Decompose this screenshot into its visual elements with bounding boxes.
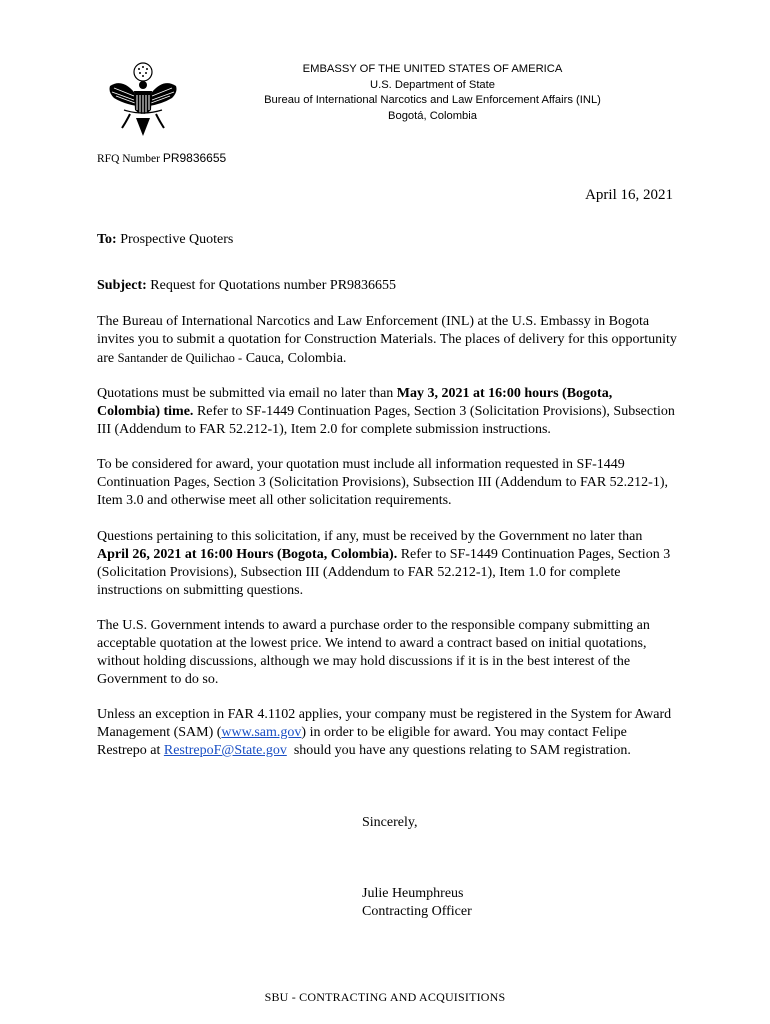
subject-text: Request for Quotations number PR9836655	[150, 278, 397, 293]
questions-lead: Questions pertaining to this solicitation, if any, must be received by the Government no later than	[97, 529, 643, 544]
contact-email-link[interactable]: RestrepoF@State.gov	[163, 743, 287, 758]
questions-deadline: April 26, 2021 at 16:00 Hours (Bogota, Colombia).	[97, 547, 398, 562]
paragraph-invitation	[97, 313, 677, 368]
letterhead-line-department: U.S. Department of State	[370, 78, 495, 91]
rfq-value: PR9836655	[162, 151, 227, 165]
paragraph-invitation-text: The Bureau of International Narcotics and Law Enforcement (INL) at the U.S. Embassy in Bogota invites you to submit a quotation for Construction Materials. The places of delivery for this opportunity are	[97, 314, 677, 366]
submission-deadline: May 3, 2021 at 16:00 hours (Bogota, Colombia) time.	[97, 386, 613, 419]
signer-name: Julie Heumphreus	[362, 886, 464, 901]
subject-label: Subject:	[97, 278, 147, 293]
questions-instructions: Refer to SF-1449 Continuation Pages, Section 3 (Solicitation Provisions), Subsection III (Addendum to FAR 52.212-1), Item 1.0 for complete instructions on submitting questions.	[97, 547, 671, 598]
paragraph-submission-deadline	[97, 385, 677, 439]
embassy-seal-icon	[104, 58, 182, 140]
salutation: Sincerely,	[362, 815, 418, 830]
letter-date: April 16, 2021	[585, 187, 673, 203]
signer-title: Contracting Officer	[362, 904, 472, 919]
paragraph-questions-deadline	[97, 528, 677, 600]
sam-website-link[interactable]: www.sam.gov	[221, 725, 302, 740]
document-footer: SBU - CONTRACTING AND ACQUISITIONS	[264, 990, 506, 1004]
submission-instructions: Refer to SF-1449 Continuation Pages, Section 3 (Solicitation Provisions), Subsection III (Addendum to FAR 52.212-1), Item 2.0 for complete submission instructions.	[97, 404, 675, 437]
delivery-region: Cauca, Colombia.	[245, 351, 347, 366]
paragraph-award-intent: The U.S. Government intends to award a purchase order to the responsible company submitting an acceptable quotation at the lowest price. We intend to award a contract based on initial quotations, without holding discussions, although we may hold discussions if it is in the best interest of the Government to do so.	[97, 618, 650, 687]
recipient-label: To:	[97, 232, 117, 247]
letterhead-line-embassy: EMBASSY OF THE UNITED STATES OF AMERICA	[302, 63, 563, 75]
recipient-line	[97, 232, 233, 248]
sam-tail: should you have any questions relating to SAM registration.	[293, 743, 631, 758]
paragraph-sam-registration	[97, 706, 677, 760]
paragraph-award-requirements: To be considered for award, your quotation must include all information requested in SF-1449 Continuation Pages, Section 3 (Solicitation Provisions), Subsection III (Addendum to FAR 52.212-1), Item 3.0 and otherwise meet all other solicitation requirements.	[97, 457, 668, 508]
subject-line	[97, 278, 396, 294]
rfq-label: RFQ Number	[97, 153, 160, 165]
sam-mid: ) in order to be eligible for award. You may contact Felipe Restrepo at	[97, 725, 627, 758]
delivery-place: Santander de Quilichao -	[117, 351, 243, 365]
recipient-text: Prospective Quoters	[120, 232, 234, 247]
letterhead-line-city: Bogotá, Colombia	[388, 109, 477, 122]
letterhead-line-bureau: Bureau of International Narcotics and Law Enforcement Affairs (INL)	[264, 94, 601, 106]
sam-lead: Unless an exception in FAR 4.1102 applies, your company must be registered in the System for Award Management (SAM) (	[97, 707, 672, 740]
letterhead	[200, 62, 665, 124]
submission-lead: Quotations must be submitted via email no later than	[97, 386, 394, 401]
rfq-number	[97, 151, 226, 165]
